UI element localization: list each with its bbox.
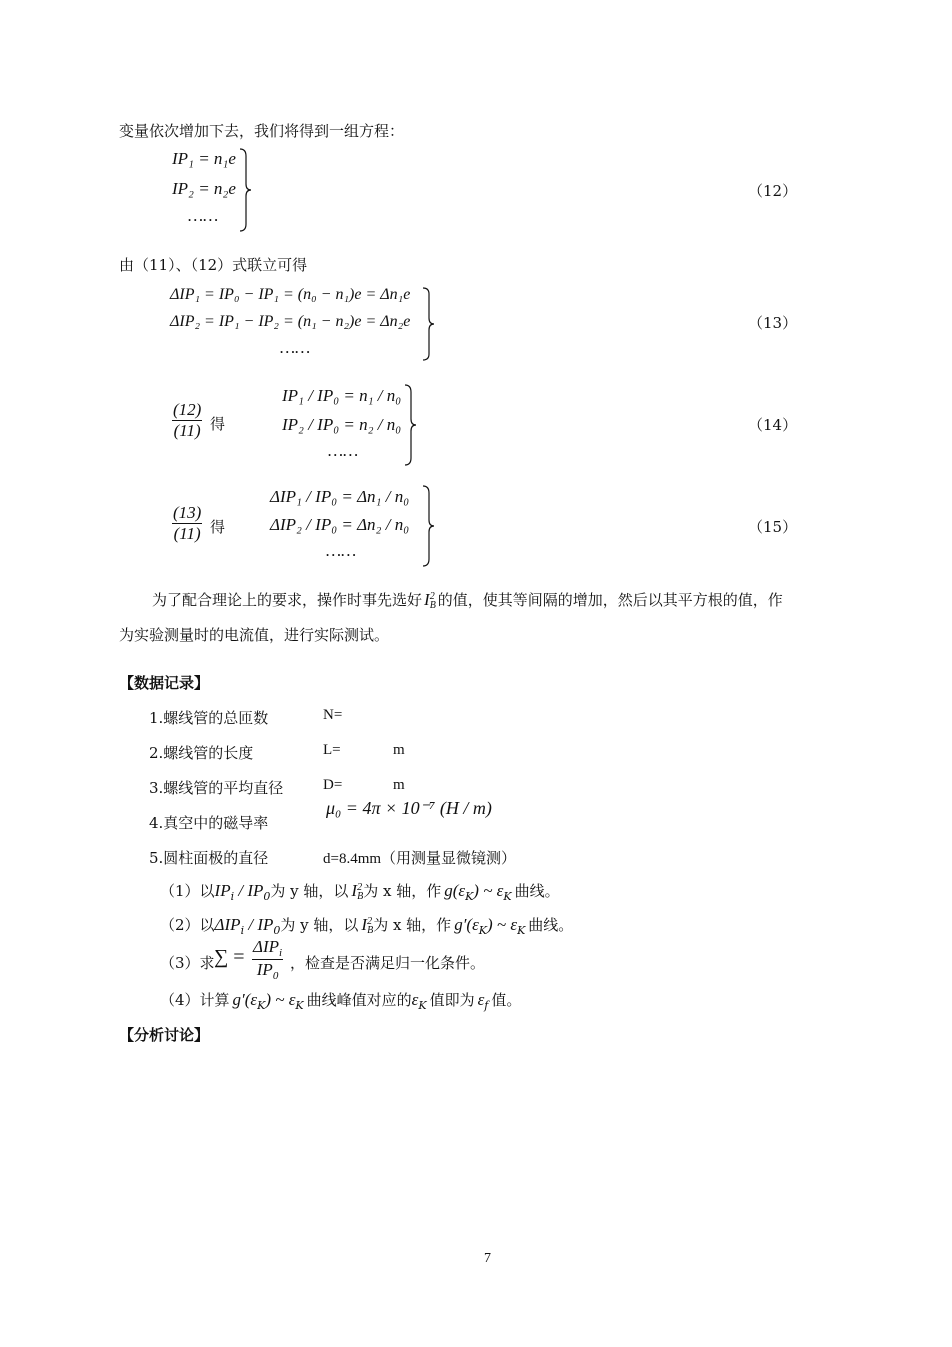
step-1-xaxis: 为 x 轴，作 — [363, 882, 442, 900]
step-4-g-prime: g′(ε — [232, 990, 258, 1009]
eq13-line2: ΔIP₂ = IP₁ − IP₂ = (n₁ − n₂)e = Δn₂e — [170, 313, 411, 330]
eq14-line1: IP₁ / IP₀ = n₁ / n₀ — [282, 386, 402, 405]
eq15-line1: ΔIP₁ / IP₀ = Δn₁ / n₀ — [270, 487, 410, 506]
paragraph-line2: 为实验测量时的电流值，进行实际测试。 — [119, 626, 390, 644]
eq14-de: 得 — [210, 415, 226, 433]
eq14-frac-num: (12) — [173, 400, 202, 419]
paragraph-line1-b: 的值，使其等间隔的增加，然后以其平方根的值，作 — [437, 591, 783, 609]
paragraph-math-sub: B — [429, 600, 436, 611]
step-1-g-sub: K — [465, 890, 474, 903]
step-1 — [160, 880, 560, 903]
eq12-dots: …… — [188, 206, 219, 225]
eq15-brace — [421, 485, 435, 567]
record-5-label: 5.圆柱面极的直径 — [149, 849, 269, 867]
step-2-ip0-sub: 0 — [273, 924, 281, 937]
page-number: 7 — [484, 1251, 491, 1266]
step-4-suffix: 值。 — [491, 991, 522, 1009]
step-4 — [160, 989, 521, 1012]
step-1-prefix: （1）以 — [160, 882, 215, 900]
step-1-I-sub: B — [357, 891, 364, 902]
step-1-ip0-sub: 0 — [263, 890, 271, 903]
step-2-eps: ) ~ ε — [487, 915, 518, 934]
step-1-eps-sub: K — [503, 890, 512, 903]
step-3-prefix: （3）求 — [160, 954, 215, 972]
record-4-value: μ₀ = 4π × 10⁻⁷ (H / m) — [326, 798, 492, 818]
step-4-eps-sub: K — [295, 999, 304, 1012]
record-5-value: d=8.4mm（用测量显微镜测） — [323, 851, 517, 867]
step-2-I-sup: 2 — [367, 916, 373, 927]
step-2-dip-sub: i — [240, 924, 245, 937]
eq12-brace — [238, 148, 252, 232]
eq14-line2: IP₂ / IP₀ = n₂ / n₀ — [282, 415, 402, 434]
step-2 — [160, 914, 573, 937]
record-2-value: L= — [323, 742, 341, 758]
paragraph-math-sup: 2 — [429, 591, 435, 602]
step-2-I: I — [361, 915, 368, 934]
record-2-unit: m — [393, 742, 405, 758]
step-3-suffix: ，检查是否满足归一化条件。 — [290, 954, 486, 972]
eq14-number: （14） — [748, 416, 798, 434]
step-1-ip0: / IP — [234, 881, 264, 900]
step-3-den-sub: 0 — [272, 970, 279, 982]
step-3-frac-den — [252, 960, 283, 982]
step-1-I-sup: 2 — [357, 882, 363, 893]
eq13-brace — [421, 287, 435, 361]
step-3-num-text: ΔIP — [253, 937, 280, 956]
step-3-fraction — [252, 937, 283, 982]
record-3-value: D= — [323, 777, 343, 793]
eq14-fraction — [172, 400, 202, 441]
eq15-frac-den: (11) — [173, 524, 201, 543]
section-data-heading: 【数据记录】 — [119, 674, 210, 692]
eq13-number: （13） — [748, 314, 798, 332]
step-2-xaxis: 为 x 轴，作 — [373, 916, 452, 934]
step-2-I-sub: B — [367, 925, 374, 936]
step-4-eps-k-sub: K — [418, 999, 427, 1012]
record-3-unit: m — [393, 777, 405, 793]
step-2-yaxis: 为 y 轴，以 — [280, 916, 359, 934]
step-3-num-sub: i — [279, 947, 283, 959]
step-4-eps-f: ε — [477, 990, 485, 1009]
combine-text: 由（11）、（12）式联立可得 — [119, 256, 308, 274]
step-1-yaxis: 为 y 轴，以 — [270, 882, 349, 900]
eq15-frac-num: (13) — [173, 503, 202, 522]
record-3-label: 3.螺线管的平均直径 — [149, 779, 284, 797]
eq15-dots: …… — [326, 541, 357, 560]
eq12-line2: IP₂ = n₂e — [172, 179, 236, 198]
eq14-dots: …… — [328, 441, 359, 460]
step-1-eps: ) ~ ε — [473, 881, 504, 900]
step-2-g-prime: g′(ε — [454, 915, 479, 934]
step-2-eps-sub: K — [517, 924, 526, 937]
step-2-ip0: / IP — [244, 915, 274, 934]
step-4-middle2: 值即为 — [429, 991, 475, 1009]
record-1-label: 1.螺线管的总匝数 — [149, 709, 269, 727]
eq13-line1: ΔIP₁ = IP₀ − IP₁ = (n₀ − n₁)e = Δn₁e — [170, 286, 411, 303]
step-4-eps-f-sub: f — [484, 999, 489, 1012]
eq15-de: 得 — [210, 518, 226, 536]
eq15-number: （15） — [748, 518, 798, 536]
eq12-number: （12） — [748, 182, 798, 200]
step-4-g-sub: K — [257, 999, 266, 1012]
intro-text: 变量依次增加下去，我们将得到一组方程： — [119, 122, 405, 140]
paragraph-line1-a: 为了配合理论上的要求，操作时事先选好 — [152, 591, 423, 609]
eq14-brace — [403, 384, 417, 466]
step-1-g: g(ε — [444, 881, 466, 900]
step-4-middle: 曲线峰值对应的 — [306, 991, 412, 1009]
record-1-value: N= — [323, 707, 343, 723]
eq15-line2: ΔIP₂ / IP₀ = Δn₂ / n₀ — [270, 515, 410, 534]
step-1-suffix: 曲线。 — [514, 882, 560, 900]
step-1-ip-sub: i — [230, 890, 235, 903]
step-1-I: I — [351, 881, 358, 900]
eq12-line1: IP₁ = n₁e — [172, 149, 236, 168]
record-4-label: 4.真空中的磁导率 — [149, 814, 269, 832]
step-2-g-sub: K — [478, 924, 487, 937]
step-4-eps: ) ~ ε — [265, 990, 296, 1009]
section-discuss-heading: 【分析讨论】 — [119, 1026, 210, 1044]
step-3-frac-num — [252, 937, 283, 960]
eq13-dots: …… — [280, 338, 311, 357]
step-1-ip: IP — [214, 881, 231, 900]
step-3-sum: ∑ = — [214, 946, 245, 968]
paragraph-line1 — [152, 589, 783, 610]
record-2-label: 2.螺线管的长度 — [149, 744, 254, 762]
eq15-fraction — [172, 503, 202, 544]
step-2-suffix: 曲线。 — [528, 916, 574, 934]
step-2-dip: ΔIP — [214, 915, 241, 934]
step-4-eps-k: ε — [411, 990, 419, 1009]
paragraph-math-I: I — [424, 590, 430, 609]
step-3-den-text: IP — [256, 960, 273, 979]
step-4-prefix: （4）计算 — [160, 991, 230, 1009]
eq14-frac-den: (11) — [173, 421, 201, 440]
step-2-prefix: （2）以 — [160, 916, 215, 934]
